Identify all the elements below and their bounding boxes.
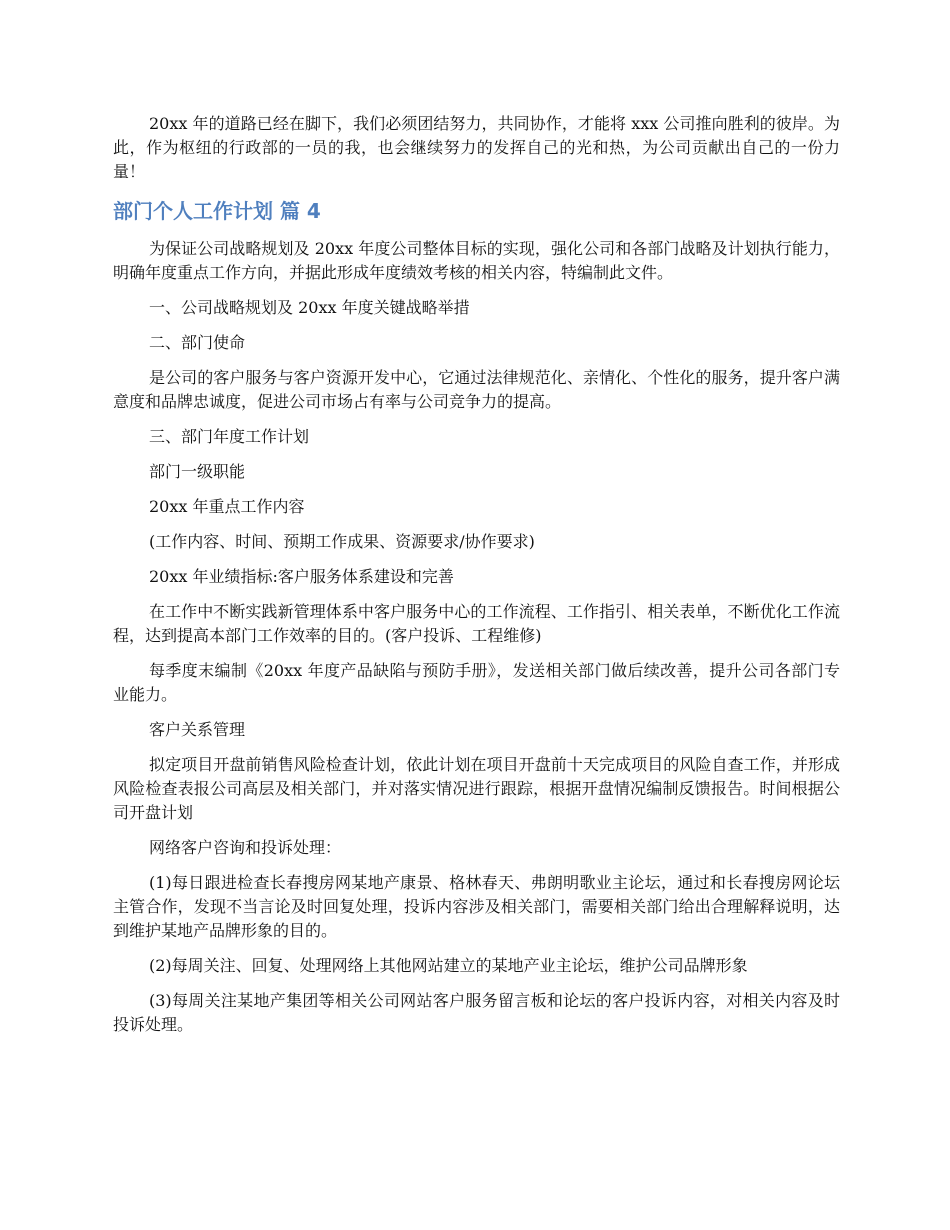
paragraph-online-title: 网络客户咨询和投诉处理：: [149, 838, 342, 857]
document-body: [113, 112, 840, 1048]
section-heading: 部门个人工作计划 篇 4: [113, 199, 321, 223]
paragraph-function: 部门一级职能: [149, 462, 246, 481]
intro-paragraph: 20xx 年的道路已经在脚下，我们必须团结努力，共同协作，才能将 xxx 公司推向胜利的彼岸。为此，作为枢纽的行政部的一员的我，也会继续努力的发挥自己的光和热，为公司贡献出自己的一份力量！: [113, 114, 840, 181]
paragraph-online-2: (2)每周关注、回复、处理网络上其他网站建立的某地产业主论坛，维护公司品牌形象: [149, 956, 748, 975]
paragraph-process: 在工作中不断实践新管理体系中客户服务中心的工作流程、工作指引、相关表单，不断优化工作流程，达到提高本部门工作效率的目的。(客户投诉、工程维修): [113, 602, 840, 645]
paragraph-quarterly-manual: 每季度末编制《20xx 年度产品缺陷与预防手册》，发送相关部门做后续改善，提升公司各部门专业能力。: [113, 661, 840, 704]
paragraph-purpose: 为保证公司战略规划及 20xx 年度公司整体目标的实现，强化公司和各部门战略及计划执行能力，明确年度重点工作方向，并据此形成年度绩效考核的相关内容，特编制此文件。: [113, 239, 840, 282]
paragraph-work-columns: (工作内容、时间、预期工作成果、资源要求/协作要求): [149, 532, 535, 551]
paragraph-kpi: 20xx 年业绩指标:客户服务体系建设和完善: [149, 567, 454, 586]
paragraph-key-work: 20xx 年重点工作内容: [149, 497, 305, 516]
paragraph-strategy-title: 一、公司战略规划及 20xx 年度关键战略举措: [149, 298, 470, 317]
paragraph-annual-plan-title: 三、部门年度工作计划: [149, 427, 310, 446]
paragraph-crm-title: 客户关系管理: [149, 720, 246, 739]
paragraph-online-1: (1)每日跟进检查长春搜房网某地产康景、格林春天、弗朗明歌业主论坛，通过和长春搜房网论坛主管合作，发现不当言论及时回复处理，投诉内容涉及相关部门，需要相关部门给出合理解释说明，达到维护某地产品牌形象的目的。: [113, 873, 840, 940]
paragraph-mission-title: 二、部门使命: [149, 333, 246, 352]
paragraph-online-3: (3)每周关注某地产集团等相关公司网站客户服务留言板和论坛的客户投诉内容，对相关内容及时投诉处理。: [113, 991, 840, 1034]
paragraph-mission: 是公司的客户服务与客户资源开发中心，它通过法律规范化、亲情化、个性化的服务，提升客户满意度和品牌忠诚度，促进公司市场占有率与公司竞争力的提高。: [113, 368, 840, 411]
paragraph-risk-check: 拟定项目开盘前销售风险检查计划，依此计划在项目开盘前十天完成项目的风险自查工作，并形成风险检查表报公司高层及相关部门，并对落实情况进行跟踪，根据开盘情况编制反馈报告。时间根据公司开盘计划: [113, 755, 840, 822]
